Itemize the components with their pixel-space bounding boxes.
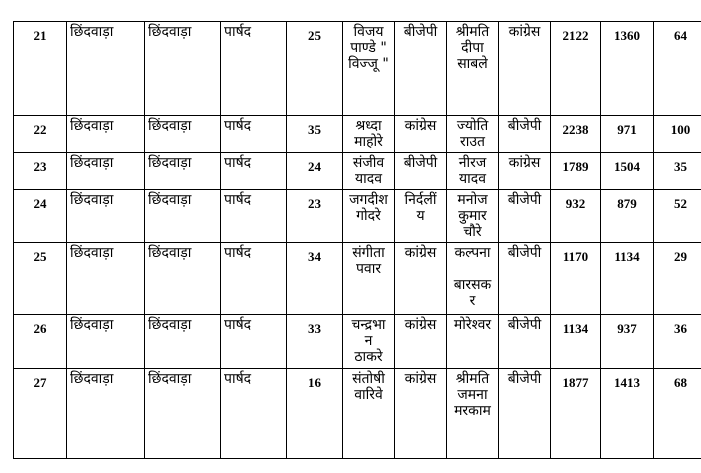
post-name: पार्षद [221, 315, 287, 369]
local-body-name: छिंदवाड़ा [145, 369, 221, 459]
winner-name-line: विजय [353, 24, 384, 40]
margin-votes: 29 [654, 243, 701, 315]
winner-name [343, 116, 395, 153]
margin-votes: 35 [654, 153, 701, 190]
winner-name-line: संगीता [352, 245, 385, 261]
serial-number: 26 [14, 315, 67, 369]
local-body-name: छिंदवाड़ा [145, 243, 221, 315]
runner-up-name [447, 243, 499, 315]
runner-up-name-line: यादव [459, 171, 486, 187]
local-body-name: छिंदवाड़ा [145, 315, 221, 369]
table-row [14, 153, 701, 190]
runner-up-name [447, 315, 499, 369]
table-row [14, 190, 701, 243]
runner-up-name-line: मोरेश्वर [453, 317, 492, 333]
district-name: छिंदवाड़ा [67, 243, 145, 315]
runner-up-votes: 1360 [601, 22, 654, 116]
table-row [14, 315, 701, 369]
winner-name-line: संजीव [352, 155, 385, 171]
margin-votes: 100 [654, 116, 701, 153]
runner-up-name-line: र [469, 293, 476, 309]
ward-number: 35 [287, 116, 343, 153]
runner-up-party: बीजेपी [499, 243, 551, 315]
winner-votes: 1877 [551, 369, 601, 459]
runner-up-name-line: दीपा [461, 40, 484, 56]
serial-number: 21 [14, 22, 67, 116]
post-name: पार्षद [221, 369, 287, 459]
runner-up-name-line: श्रीमति [455, 371, 490, 387]
runner-up-party: बीजेपी [499, 116, 551, 153]
runner-up-name-line: कुमार [458, 208, 487, 224]
post-name: पार्षद [221, 243, 287, 315]
district-name: छिंदवाड़ा [67, 153, 145, 190]
post-name: पार्षद [221, 153, 287, 190]
runner-up-party: बीजेपी [499, 190, 551, 243]
district-name: छिंदवाड़ा [67, 369, 145, 459]
winner-name-line: पवार [355, 261, 382, 277]
district-name: छिंदवाड़ा [67, 190, 145, 243]
election-results-table [13, 21, 701, 459]
runner-up-name-line: जमना [457, 387, 488, 403]
post-name: पार्षद [221, 22, 287, 116]
winner-party [395, 190, 447, 243]
margin-votes: 68 [654, 369, 701, 459]
winner-party: बीजेपी [395, 22, 447, 116]
winner-name [343, 190, 395, 243]
runner-up-party: बीजेपी [499, 369, 551, 459]
post-name: पार्षद [221, 190, 287, 243]
winner-party: कांग्रेस [395, 315, 447, 369]
winner-name [343, 243, 395, 315]
serial-number: 22 [14, 116, 67, 153]
runner-up-name-line: कल्पना [454, 245, 491, 261]
winner-name [343, 369, 395, 459]
runner-up-name-line: बारसक [453, 277, 492, 293]
winner-name-line: चन्द्रभा [351, 317, 386, 333]
winner-party-line: य [416, 208, 425, 224]
district-name: छिंदवाड़ा [67, 22, 145, 116]
table-row [14, 369, 701, 459]
table-body [14, 22, 701, 459]
runner-up-name [447, 116, 499, 153]
winner-name-line: जगदीश [349, 192, 388, 208]
winner-votes: 1134 [551, 315, 601, 369]
table-row [14, 22, 701, 116]
winner-name-line: संतोषी [352, 371, 385, 387]
winner-name-line: विज्जू " [348, 56, 389, 72]
winner-name [343, 22, 395, 116]
winner-votes: 2122 [551, 22, 601, 116]
winner-party: कांग्रेस [395, 369, 447, 459]
runner-up-name-line [450, 261, 495, 277]
serial-number: 25 [14, 243, 67, 315]
district-name: छिंदवाड़ा [67, 116, 145, 153]
runner-up-name-line: साबले [457, 56, 488, 72]
winner-party: बीजेपी [395, 153, 447, 190]
ward-number: 33 [287, 315, 343, 369]
local-body-name: छिंदवाड़ा [145, 116, 221, 153]
runner-up-name [447, 22, 499, 116]
winner-party: कांग्रेस [395, 116, 447, 153]
winner-name-line: वारिवे [354, 387, 383, 403]
runner-up-name-line: श्रीमति [455, 24, 490, 40]
serial-number: 23 [14, 153, 67, 190]
winner-votes: 932 [551, 190, 601, 243]
runner-up-name-line: चौरे [463, 224, 482, 240]
winner-votes: 1789 [551, 153, 601, 190]
local-body-name: छिंदवाड़ा [145, 190, 221, 243]
ward-number: 34 [287, 243, 343, 315]
runner-up-votes: 937 [601, 315, 654, 369]
runner-up-name-line: राउत [459, 134, 485, 150]
runner-up-name-line: मरकाम [454, 403, 491, 419]
local-body-name: छिंदवाड़ा [145, 22, 221, 116]
table-row [14, 116, 701, 153]
winner-name-line: ठाकरे [354, 349, 383, 365]
runner-up-votes: 1134 [601, 243, 654, 315]
runner-up-name [447, 369, 499, 459]
ward-number: 24 [287, 153, 343, 190]
runner-up-name [447, 153, 499, 190]
winner-name-line: न [364, 333, 373, 349]
winner-name [343, 153, 395, 190]
serial-number: 24 [14, 190, 67, 243]
ward-number: 16 [287, 369, 343, 459]
winner-name-line: पाण्डे " [350, 40, 387, 56]
winner-party: कांग्रेस [395, 243, 447, 315]
runner-up-name-line: ज्योति [456, 118, 489, 134]
post-name: पार्षद [221, 116, 287, 153]
winner-name-line: यादव [355, 171, 382, 187]
runner-up-votes: 1413 [601, 369, 654, 459]
winner-name-line: श्रध्दा [355, 118, 382, 134]
table-row [14, 243, 701, 315]
margin-votes: 52 [654, 190, 701, 243]
runner-up-party: कांग्रेस [499, 22, 551, 116]
winner-name-line: माहोरे [354, 134, 383, 150]
district-name: छिंदवाड़ा [67, 315, 145, 369]
ward-number: 25 [287, 22, 343, 116]
ward-number: 23 [287, 190, 343, 243]
winner-votes: 1170 [551, 243, 601, 315]
runner-up-name-line: नीरज [458, 155, 487, 171]
runner-up-party: बीजेपी [499, 315, 551, 369]
margin-votes: 64 [654, 22, 701, 116]
winner-name-line: गोदरे [356, 208, 381, 224]
runner-up-votes: 971 [601, 116, 654, 153]
local-body-name: छिंदवाड़ा [145, 153, 221, 190]
runner-up-votes: 1504 [601, 153, 654, 190]
runner-up-name [447, 190, 499, 243]
runner-up-party: कांग्रेस [499, 153, 551, 190]
runner-up-name-line: मनोज [457, 192, 488, 208]
winner-name [343, 315, 395, 369]
winner-votes: 2238 [551, 116, 601, 153]
serial-number: 27 [14, 369, 67, 459]
winner-party-line: निर्दलीं [404, 192, 437, 208]
runner-up-votes: 879 [601, 190, 654, 243]
margin-votes: 36 [654, 315, 701, 369]
